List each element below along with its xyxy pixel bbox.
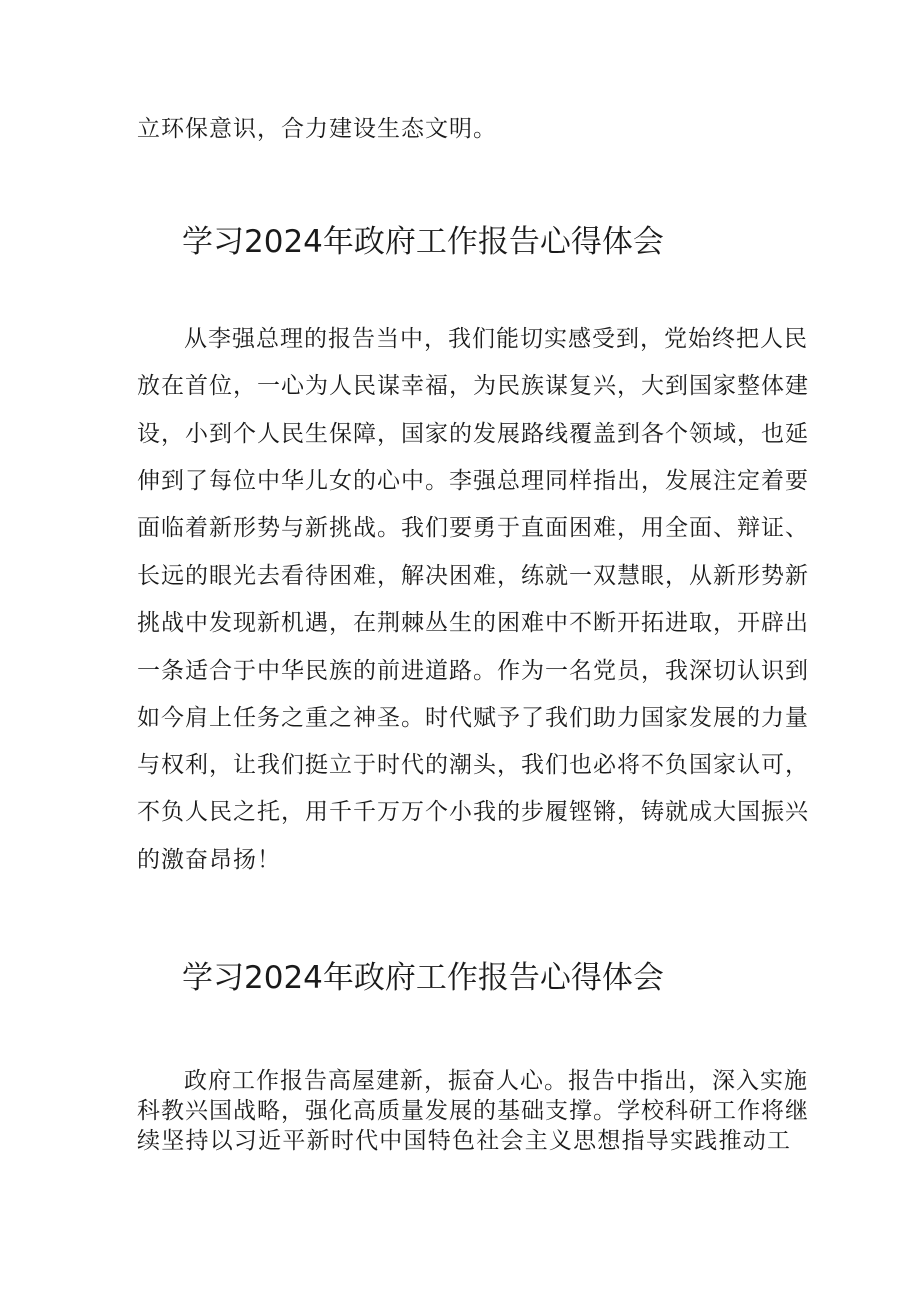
paragraph-line: 的激奋昂扬！ bbox=[137, 847, 281, 873]
paragraph-line: 设，小到个人民生保障，国家的发展路线覆盖到各个领域，也延 bbox=[137, 421, 809, 447]
section-1-title: 学习2024年政府工作报告心得体会 bbox=[182, 224, 664, 260]
paragraph-line: 长远的眼光去看待困难，解决困难，练就一双慧眼，从新形势新 bbox=[137, 563, 809, 589]
paragraph-line: 伸到了每位中华儿女的心中。李强总理同样指出，发展注定着要 bbox=[137, 468, 809, 494]
paragraph-line: 挑战中发现新机遇，在荆棘丛生的困难中不断开拓进取，开辟出 bbox=[137, 610, 809, 636]
paragraph-fragment-line: 立环保意识，合力建设生态文明。 bbox=[137, 116, 497, 142]
paragraph-line: 从李强总理的报告当中，我们能切实感受到，党始终把人民 bbox=[184, 326, 808, 352]
paragraph-line: 与权利，让我们挺立于时代的潮头，我们也必将不负国家认可， bbox=[137, 752, 809, 778]
paragraph-line: 政府工作报告高屋建新，振奋人心。报告中指出，深入实施 bbox=[184, 1068, 808, 1094]
paragraph-line: 一条适合于中华民族的前进道路。作为一名党员，我深切认识到 bbox=[137, 658, 809, 684]
paragraph-line: 放在首位，一心为人民谋幸福，为民族谋复兴，大到国家整体建 bbox=[137, 373, 809, 399]
paragraph-line: 科教兴国战略，强化高质量发展的基础支撑。学校科研工作将继 bbox=[137, 1098, 809, 1124]
section-2-title: 学习2024年政府工作报告心得体会 bbox=[182, 960, 664, 996]
paragraph-line: 面临着新形势与新挑战。我们要勇于直面困难，用全面、辩证、 bbox=[137, 515, 809, 541]
paragraph-line: 不负人民之托，用千千万万个小我的步履铿锵，铸就成大国振兴 bbox=[137, 799, 809, 825]
paragraph-line: 续坚持以习近平新时代中国特色社会主义思想指导实践推动工 bbox=[137, 1128, 791, 1154]
paragraph-line: 如今肩上任务之重之神圣。时代赋予了我们助力国家发展的力量 bbox=[137, 705, 809, 731]
